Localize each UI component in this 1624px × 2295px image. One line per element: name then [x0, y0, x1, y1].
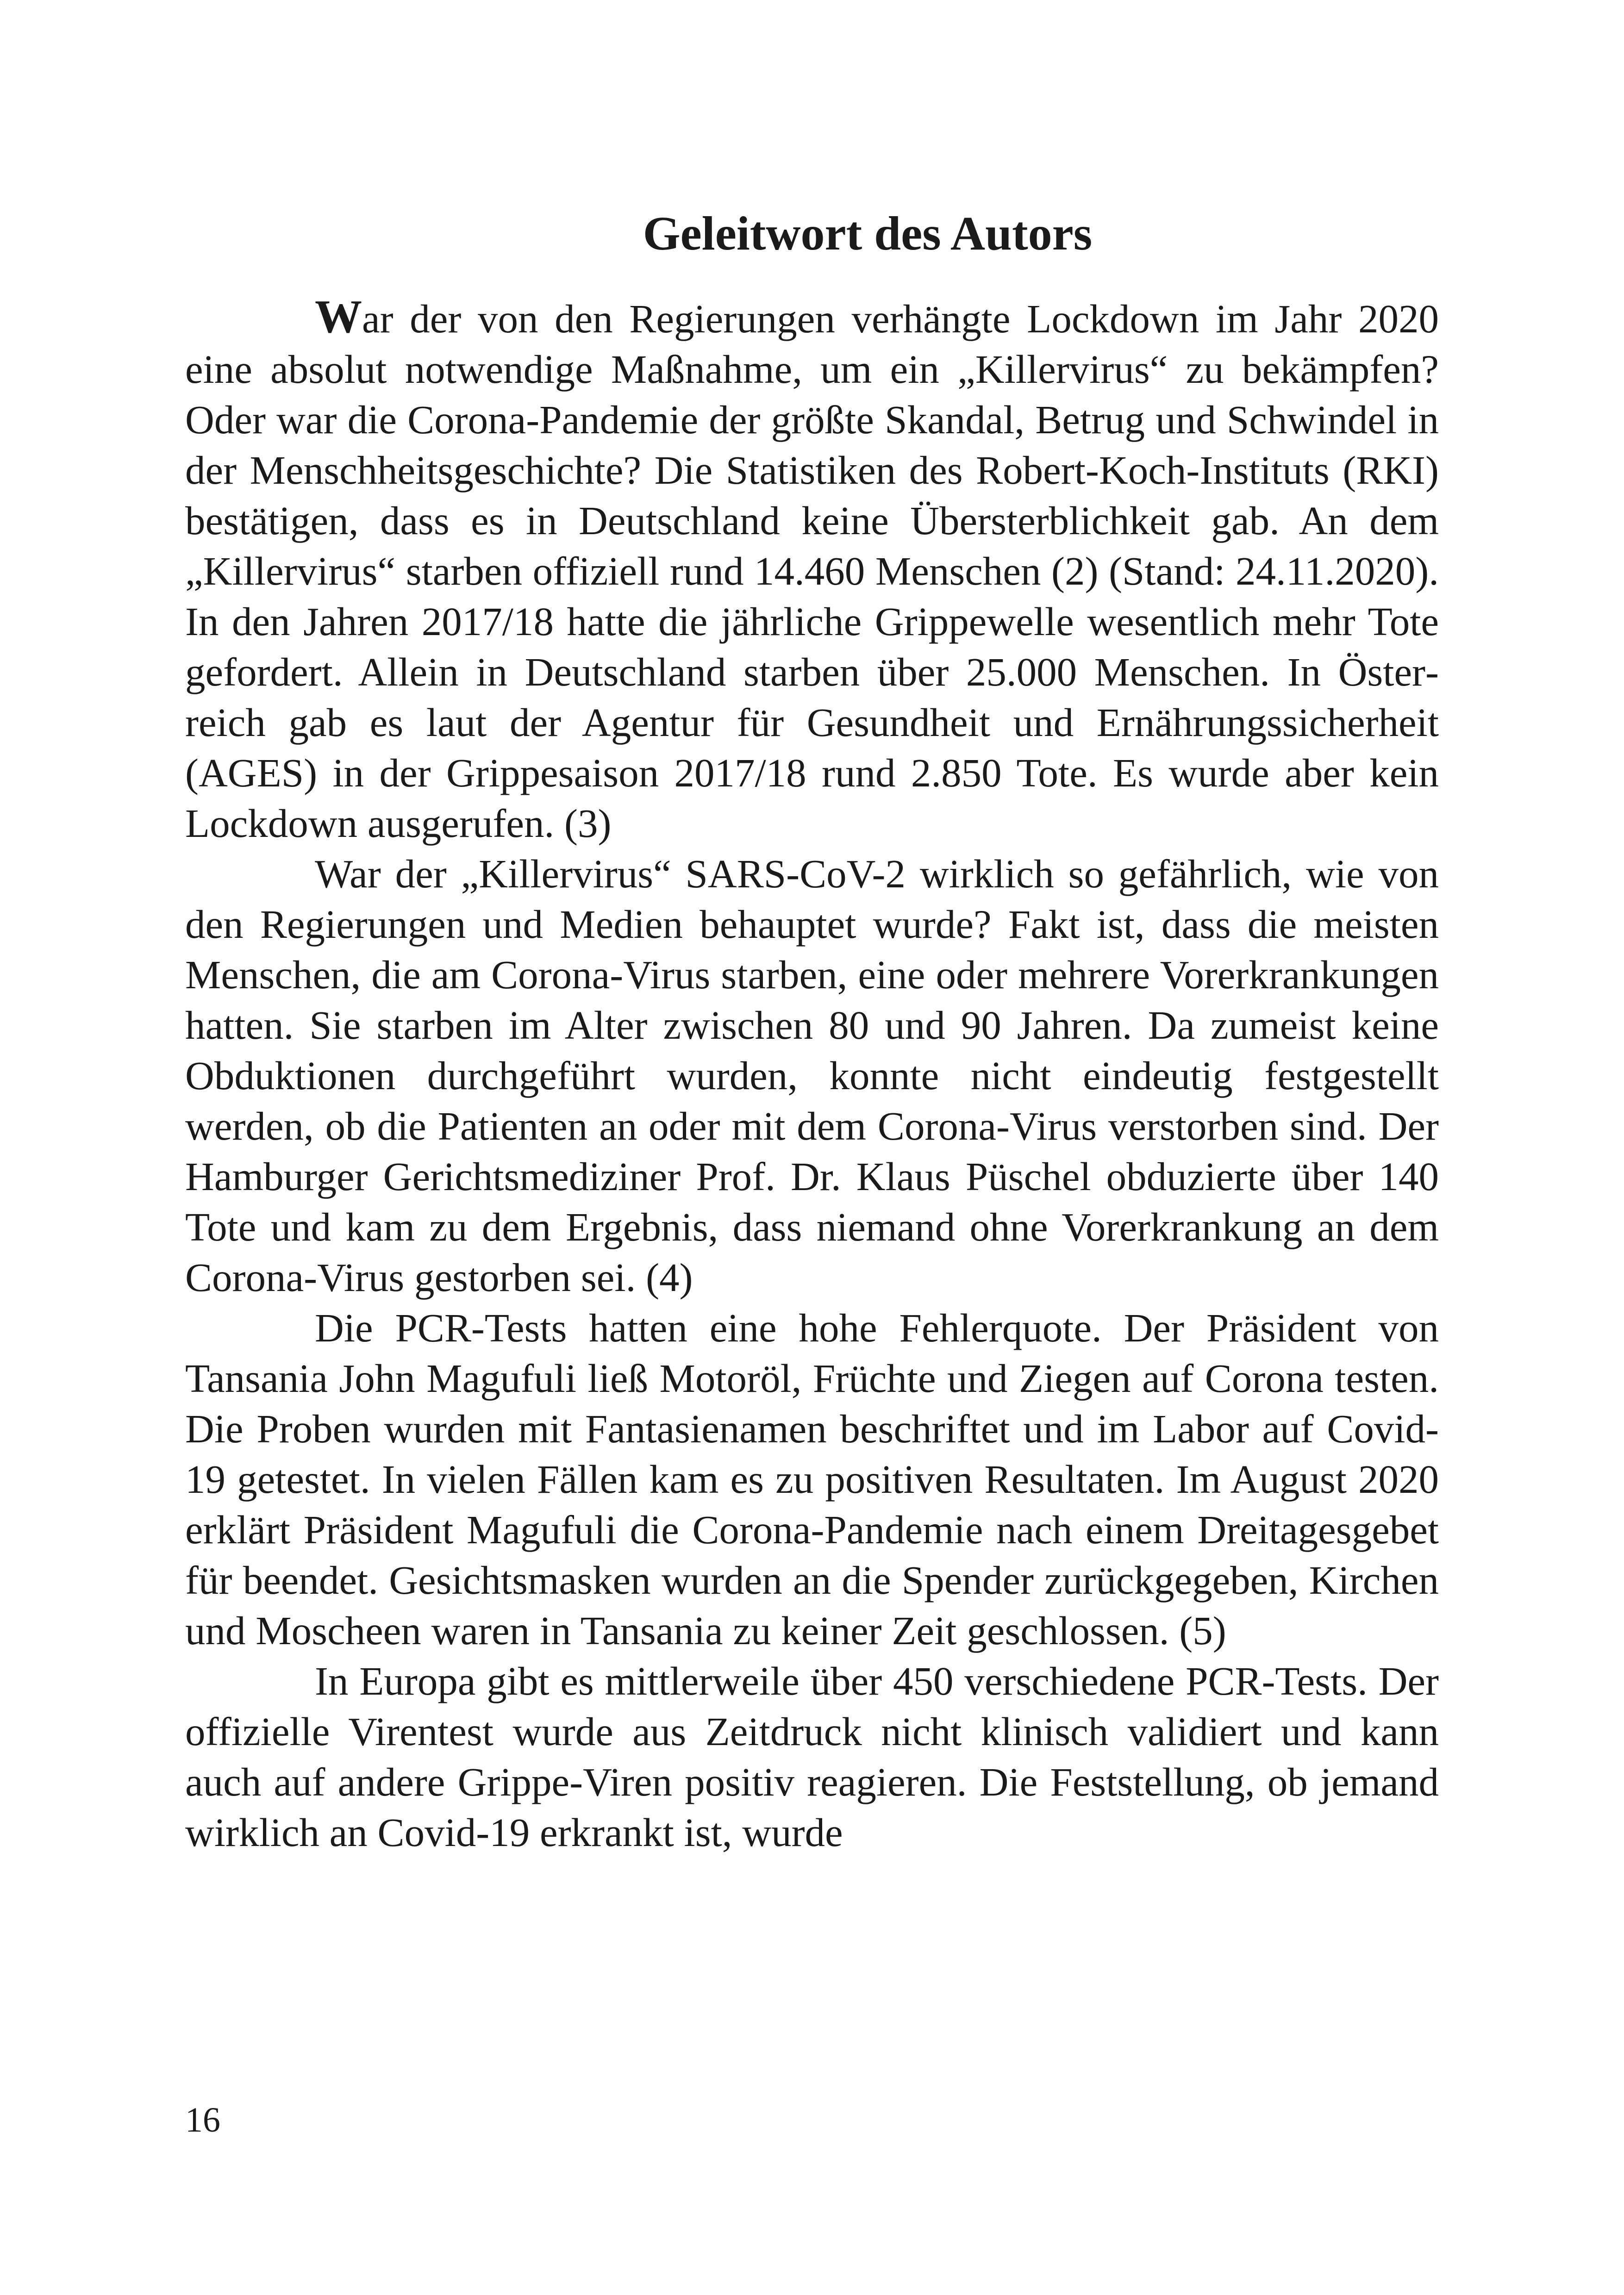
paragraph-3: Die PCR-Tests hatten eine hohe Fehlerquote. Der Präsident von Tansania John Magufuli ließ Motoröl, Früchte und Ziegen auf Corona testen. Die Proben wurden mit Fantasienamen beschriftet und im Labor auf Covid-19 getestet. In vielen Fällen kam es zu positiven Resultaten. Im August 2020 erklärt Präsident Magufuli die Corona-Pandemie nach einem Dreitagesgebet für beendet. Gesichtsmasken wurden an die Spender zurückgegeben, Kirchen und Moscheen waren in Tansania zu keiner Zeit geschlossen. (5)	[185, 1305, 1439, 1653]
body-text	[185, 292, 1439, 1858]
paragraph-1-text: ar der von den Regierungen verhängte Lockdown im Jahr 2020 eine absolut notwendige Maßnahme, um ein „Killervirus“ zu bekämpfen? Oder war die Corona-Pandemie der größte Skandal, Betrug und Schwindel in der Menschheitsgeschichte? Die Statistiken des Robert-Koch-Instituts (RKI) bestätigen, dass es in Deutschland keine Übersterblichkeit gab. An dem „Killervirus“ starben offiziell rund 14.460 Menschen (2) (Stand: 24.11.2020). In den Jahren 2017/18 hatte die jährliche Grippewelle wesentlich mehr Tote gefordert. Allein in Deutschland starben über 25.000 Menschen. In Österreich gab es laut der Agentur für Gesundheit und Ernährungssicherheit (AGES) in der Grippesaison 2017/18 rund 2.850 Tote. Es wurde aber kein Lockdown ausgerufen. (3)	[185, 296, 1439, 846]
paragraph-2: War der „Killervirus“ SARS-CoV-2 wirklich so gefährlich, wie von den Regierungen und Medien behauptet wurde? Fakt ist, dass die meisten Menschen, die am Corona-Virus starben, eine oder mehrere Vorerkrankungen hatten. Sie starben im Alter zwischen 80 und 90 Jahren. Da zumeist keine Obduktionen durchgeführt wurden, konnte nicht eindeutig festgestellt werden, ob die Patienten an oder mit dem Corona-Virus verstorben sind. Der Hamburger Gerichtsmediziner Prof. Dr. Klaus Püschel obduzierte über 140 Tote und kam zu dem Ergebnis, dass niemand ohne Vorerkrankung an dem Corona-Virus gestorben sei. (4)	[185, 851, 1439, 1300]
dropcap-letter: W	[315, 291, 362, 343]
page-number: 16	[185, 2101, 220, 2139]
chapter-title: Geleitwort des Autors	[643, 207, 1093, 260]
paragraph-1	[185, 292, 1439, 848]
paragraph-4: In Europa gibt es mittlerweile über 450 verschiedene PCR-Tests. Der offizielle Virentest wurde aus Zeitdruck nicht klinisch validiert und kann auch auf andere Grippe-Viren positiv reagieren. Die Feststellung, ob jemand wirklich an Covid-19 erkrankt ist, wurde	[185, 1659, 1439, 1855]
